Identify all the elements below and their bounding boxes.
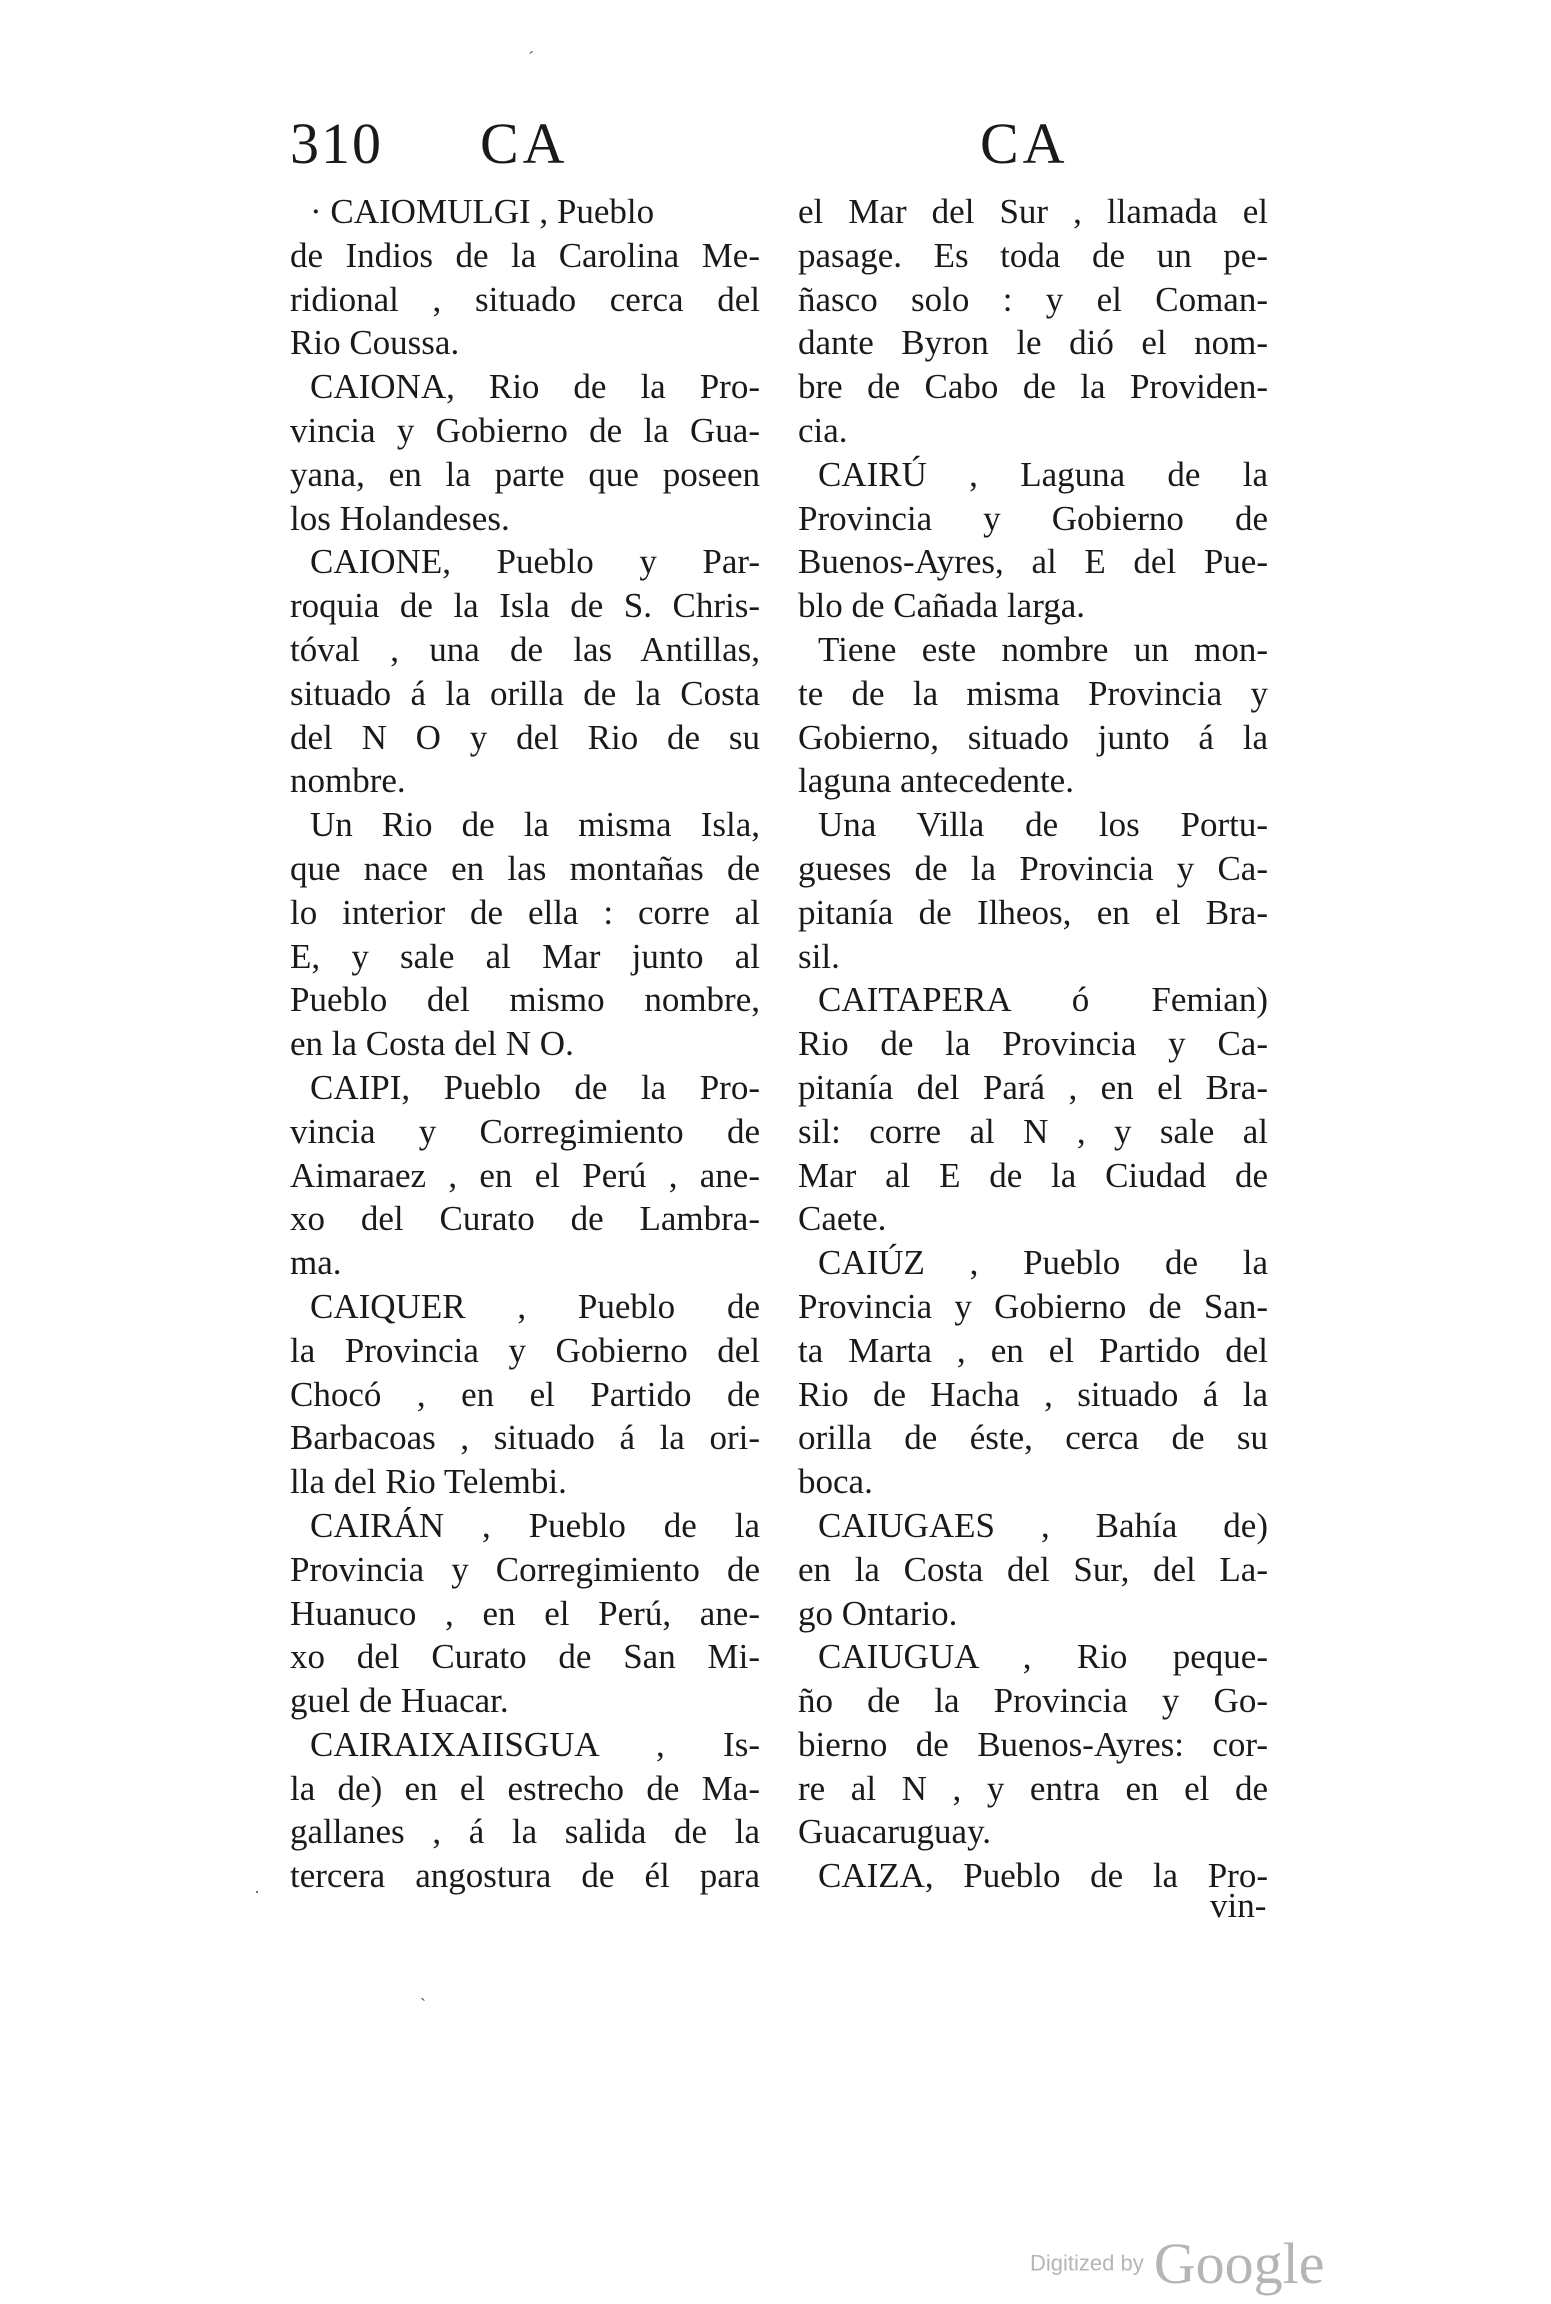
text-line: que nace en las montañas de	[290, 848, 760, 888]
text-line: gueses de la Provincia y Ca-	[798, 848, 1268, 888]
google-logo: Google	[1153, 2231, 1325, 2296]
text-line: laguna antecedente.	[798, 761, 1074, 801]
text-line: en la Costa del Sur, del La-	[798, 1549, 1268, 1589]
text-line: lla del Rio Telembi.	[290, 1462, 567, 1502]
text-line: te de la misma Provincia y	[798, 673, 1268, 713]
watermark-prefix: Digitized by	[1030, 2250, 1144, 2276]
text-line: CAIÚZ , Pueblo de la	[818, 1243, 1268, 1283]
text-line: Caete.	[798, 1199, 887, 1239]
text-line: Huanuco , en el Perú, ane-	[290, 1593, 760, 1633]
text-line: en la Costa del N O.	[290, 1024, 574, 1064]
text-line: orilla de éste, cerca de su	[798, 1418, 1268, 1458]
text-line: bre de Cabo de la Providen-	[798, 367, 1268, 407]
text-line: lo interior de ella : corre al	[290, 892, 760, 932]
text-line: tercera angostura de él para	[290, 1856, 760, 1896]
running-head-right: CA	[980, 111, 1069, 176]
text-line: situado á la orilla de la Costa	[290, 673, 760, 713]
print-speck: ´	[528, 48, 534, 68]
text-line: ridional , situado cerca del	[290, 279, 760, 319]
text-line: Chocó , en el Partido de	[290, 1374, 760, 1414]
page-header	[290, 110, 1290, 190]
text-line: re al N , y entra en el de	[798, 1768, 1268, 1808]
text-line: Guacaruguay.	[798, 1812, 992, 1852]
text-line: guel de Huacar.	[290, 1681, 509, 1721]
print-speck: ·	[254, 1882, 260, 1902]
text-line: Un Rio de la misma Isla,	[310, 805, 760, 845]
text-line: Rio de Hacha , situado á la	[798, 1374, 1268, 1414]
page-number: 310	[290, 111, 383, 176]
text-line: vincia y Corregimiento de	[290, 1111, 760, 1151]
text-line: E, y sale al Mar junto al	[290, 936, 760, 976]
text-line: xo del Curato de Lambra-	[290, 1199, 760, 1239]
text-line: la de) en el estrecho de Ma-	[290, 1768, 760, 1808]
text-line: del N O y del Rio de su	[290, 717, 760, 757]
text-line: sil.	[798, 936, 840, 976]
print-speck: `	[420, 1995, 426, 2015]
text-line: blo de Cañada larga.	[798, 586, 1086, 626]
text-line: tóval , una de las Antillas,	[290, 629, 760, 669]
text-line: los Holandeses.	[290, 498, 510, 538]
text-line: pasage. Es toda de un pe-	[798, 235, 1268, 275]
text-line: pitanía del Pará , en el Bra-	[798, 1067, 1268, 1107]
text-line: CAIUGAES , Bahía de)	[818, 1505, 1268, 1545]
left-column	[290, 190, 760, 1898]
text-line: CAIPI, Pueblo de la Pro-	[310, 1067, 760, 1107]
text-line: CAIQUER , Pueblo de	[310, 1286, 760, 1326]
text-line: Provincia y Corregimiento de	[290, 1549, 760, 1589]
text-line: go Ontario.	[798, 1593, 958, 1633]
text-line: Provincia y Gobierno de San-	[798, 1286, 1268, 1326]
running-head-left: CA	[480, 111, 569, 176]
text-line: · CAIOMULGI , Pueblo	[310, 192, 655, 231]
text-line: boca.	[798, 1462, 873, 1502]
text-line: Rio de la Provincia y Ca-	[798, 1024, 1268, 1064]
text-line: ma.	[290, 1243, 342, 1283]
text-line: xo del Curato de San Mi-	[290, 1637, 760, 1677]
text-line: el Mar del Sur , llamada el	[798, 192, 1268, 231]
text-line: bierno de Buenos-Ayres: cor-	[798, 1724, 1268, 1764]
text-line: Pueblo del mismo nombre,	[290, 980, 760, 1020]
text-line: dante Byron le dió el nom-	[798, 323, 1268, 363]
text-line: roquia de la Isla de S. Chris-	[290, 586, 760, 626]
text-line: sil: corre al N , y sale al	[798, 1111, 1268, 1151]
text-line: Barbacoas , situado á la ori-	[290, 1418, 760, 1458]
catchword: vin-	[1210, 1886, 1267, 1925]
text-line: yana, en la parte que poseen	[290, 454, 760, 494]
text-line: CAIONA, Rio de la Pro-	[310, 367, 760, 407]
text-line: Rio Coussa.	[290, 323, 460, 363]
text-line: cia.	[798, 410, 848, 450]
text-line: nombre.	[290, 761, 406, 801]
text-line: ño de la Provincia y Go-	[798, 1681, 1268, 1721]
text-line: CAIONE, Pueblo y Par-	[310, 542, 760, 582]
text-line: Gobierno, situado junto á la	[798, 717, 1268, 757]
text-line: de Indios de la Carolina Me-	[290, 235, 760, 275]
text-line: Mar al E de la Ciudad de	[798, 1155, 1268, 1195]
text-line: Buenos-Ayres, al E del Pue-	[798, 542, 1268, 582]
text-line: Tiene este nombre un mon-	[818, 629, 1268, 669]
text-line: Una Villa de los Portu-	[818, 805, 1268, 845]
text-line: ta Marta , en el Partido del	[798, 1330, 1268, 1370]
text-line: vincia y Gobierno de la Gua-	[290, 410, 760, 450]
text-line: pitanía de Ilheos, en el Bra-	[798, 892, 1268, 932]
text-line: Provincia y Gobierno de	[798, 498, 1268, 538]
text-line: ñasco solo : y el Coman-	[798, 279, 1268, 319]
text-line: CAIRÁN , Pueblo de la	[310, 1505, 760, 1545]
text-line: CAIZA, Pueblo de la Pro-	[818, 1856, 1268, 1896]
text-line: CAIUGUA , Rio peque-	[818, 1637, 1268, 1677]
text-line: la Provincia y Gobierno del	[290, 1330, 760, 1370]
text-line: CAITAPERA ó Femian)	[818, 980, 1268, 1020]
text-line: Aimaraez , en el Perú , ane-	[290, 1155, 760, 1195]
right-column	[798, 190, 1268, 1898]
text-line: gallanes , á la salida de la	[290, 1812, 760, 1852]
text-line: CAIRAIXAIISGUA , Is-	[310, 1724, 760, 1764]
digitized-watermark	[1030, 2230, 1324, 2297]
text-line: CAIRÚ , Laguna de la	[818, 454, 1268, 494]
